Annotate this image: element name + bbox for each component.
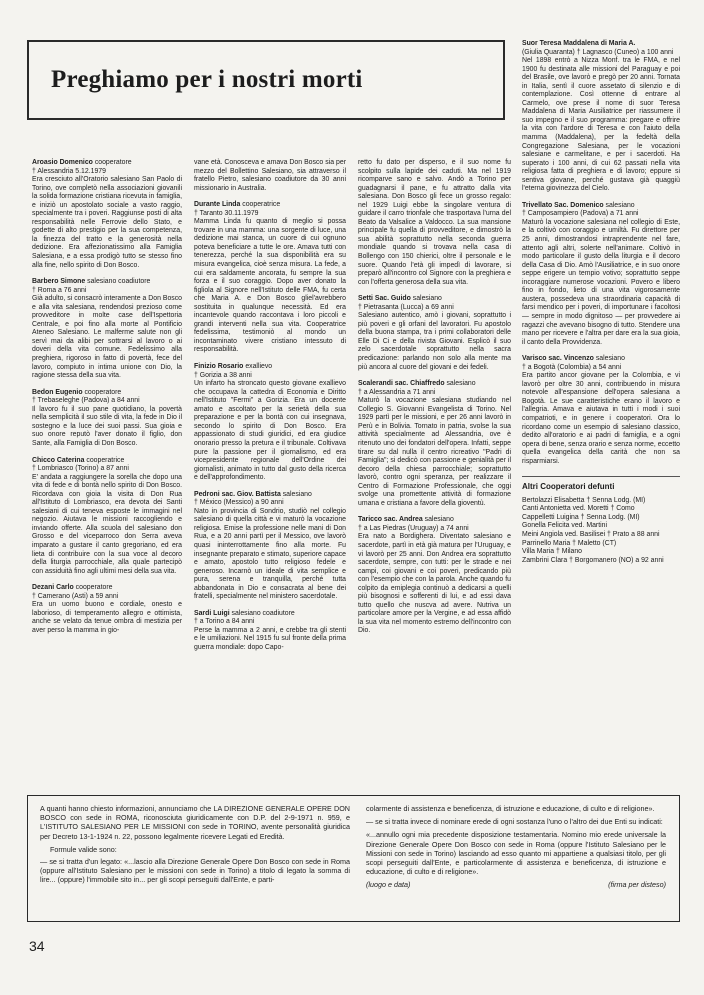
obituary-name: Setti Sac. Guido xyxy=(358,295,411,303)
obituary-name: Scalerandi sac. Chiaffredo xyxy=(358,380,445,388)
obituary-place: † Camposampiero (Padova) a 71 anni xyxy=(522,210,639,218)
obituary-name: Bedon Eugenio xyxy=(32,388,83,396)
obituary-name: Dezani Carlo xyxy=(32,584,74,592)
notice-legato-cont: colarmente di assistenza e beneficenza, di istruzione e educazione, di culto e di religione». xyxy=(366,804,655,813)
obituary-role: salesiano xyxy=(595,355,625,363)
obituary-role: cooperatore xyxy=(94,159,132,166)
obituary-role: salesiano xyxy=(446,380,476,388)
others-list xyxy=(522,497,680,565)
obituary-text: Il lavoro fu il suo pane quotidiano, la povertà nella semplicità il suo stile di vita, la fede in Dio il sostegno e la luce dei suoi passi. Sua gioia e suo onore reputò l'aver donato il figlio, don Sante, alla Famiglia di Don Bosco. xyxy=(32,405,182,447)
other-deceased-item: Zambrini Clara † Borgomanero (NO) a 92 anni xyxy=(522,556,664,564)
notice-intro: A quanti hanno chiesto informazioni, annunciamo che LA DIREZIONE GENERALE OPERE DON BOSCO con sede in ROMA, riconosciuta giuridicamente con D.P. del 2-9-1971 n. 959, e L'ISTITUTO SALESIANO PER LE MISSIONI con sede in TORINO, avente personalità giuridica per Decreto 13-1-1924 n. 22, possono legalmente ricevere Legati ed Eredità. xyxy=(40,804,350,841)
obituary-text: Era nato a Bordighera. Diventato salesiano e sacerdote, partì in età già matura per l'Uruguay, e vi lavorò per 25 anni. Don Andrea era soprattutto sacerdote, sempre, con tutti: per le strade e nei campi, coi giovani e coi poveri, predicando più con l'esempio che con la parola. Anche quando fu colpito da emiplegia continuò a dedicarsi a quelli più bisognosi e sofferenti di lui, e ad essi dava tutto quello che nuscva ad avere. Nutriva un particolare amore per la Vergine, e ad essa affidò la sua vita nel momento estremo dell'incontro con Dio. xyxy=(358,533,511,635)
obituary-name: Durante Linda xyxy=(194,201,241,209)
obituary-role: salesiano xyxy=(282,490,312,498)
obituary-name: Pedroni sac. Giov. Battista xyxy=(194,490,281,498)
obituary-text: Era partito ancor giovane per la Colombia, e vi lavorò per oltre 30 anni, contribuendo in misura notevole all'espansione dell'opera salesiana a Bogotà. Le sue caratteristiche erano il lavoro e l'allegria. Amava e aiutava in tutti i modi i suoi compatrioti, e in genere i cooperatori. Ora lo ricordano come un esempio di salesiano classico, dedito all'oratorio e ai padri di famiglia, e a ogni opera di bene, senza orario e senza norme, eccetto quella evangelica della carità che non sa risparmiarsi. xyxy=(522,372,680,465)
obituary-text: Maturò la vocazione salesiana studiando nel Collegio S. Giovanni Evangelista di Torino. Nel 1929 partì per le missioni, e per 26 anni lavorò in Perù e in Bolivia. Tornato in patria, svolse la sua attività specialmente ad Alessandria, ove è ritenuto uno dei fondatori dell'opera. Infatti, seppe tirare su dal nulla il centro ricreativo "Padri di Famiglia"; si dedicò con passione e genialità per il decoro della chiesa parrocchiale; soprattutto lavorò, contro ogni speranza, per realizzare il Centro di Formazione Professionale, che oggi svolge una promettente attività di formazione umana e cristiana a favore della gioventù. xyxy=(358,397,511,507)
obituary-heading xyxy=(194,363,346,372)
notice-right xyxy=(366,804,666,894)
notice-legato: — se si tratta d'un legato: «...lascio alla Direzione Generale Opere Don Bosco con sede in Roma (oppure all'Istituto Salesiano per le missioni con sede in Torino) a titolo di legato la somma di lire... (oppure) l'immobile sito in... per gli scopi perseguiti dall'Ente, e parti- xyxy=(40,857,350,885)
obituary-entry xyxy=(32,159,182,270)
obituary-text: retto fu dato per disperso, e il suo nome fu scolpito sulla lapide dei caduti. Ma nel 1919 ricomparve sano e salvo. Andò a Torino per guadagnarsi il pane, e fu attratto dalla vita salesiana. Don Bosco gli fece un grosso regalo: nel 1929 Luigi ebbe la singolare ventura di guidare il carro trionfale che trasportava l'urna del Beato da Valsalice a Valdocco. La sua mansione principale fu quella di provveditore, e dimostrò la sua abilità soprattutto nella seconda guerra mondiale quando si trovava nella casa di Bollengo con 150 chierici, oltre il personale e le suore. Quando l'età gli impedì di lavorare, si preparò all'incontro col Signore con la preghiera e con l'offerta generosa della sua vita. xyxy=(358,159,511,286)
obituary-role: salesiano xyxy=(412,295,442,303)
column-2 xyxy=(194,159,346,661)
obituary-role: cooperatore xyxy=(75,584,113,592)
obituary-heading xyxy=(32,584,182,593)
obituary-text: Era cresciuto all'Oratorio salesiano San Paolo di Torino, ove completò nella associazioni giovanili la solida formazione cristiana ricevuta in famiglia, e iniziò un apostolato sociale a vasto raggio, specialmente tra i poveri. Raggiunse posti di alta responsabilità nelle Ferrovie dello Stato, e godette di alto prestigio per la sua competenza, la finezza del tratto e la generosità nella dedizione. Era affezionatissimo alla Famiglia Salesiana, e a essa prodigò tutto se stesso fino alla fine, nello spirito di Don Bosco. xyxy=(32,176,182,269)
obituary-role: salesiano coadiutore xyxy=(87,278,151,286)
obituary-name: Varisco sac. Vincenzo xyxy=(522,355,594,363)
obituary-name: Aroasio Domenico xyxy=(32,159,93,166)
notice-luogo: (luogo e data) xyxy=(366,880,411,890)
obituary-place: † Gorizia a 38 anni xyxy=(194,371,252,379)
legacy-notice-box xyxy=(27,795,680,922)
obituary-heading xyxy=(32,389,182,398)
other-deceased-item: Gonella Felicita ved. Martini xyxy=(522,522,608,530)
other-deceased-item: Bertolazzi Elisabetta † Senna Lodg. (MI) xyxy=(522,496,646,504)
obituary-heading xyxy=(358,516,511,525)
obituary-place: † Roma a 76 anni xyxy=(32,286,87,294)
obituary-entry xyxy=(32,457,182,577)
column-4-entries xyxy=(522,40,680,466)
notice-signature-line xyxy=(366,880,666,889)
other-deceased-item: Parrinello Maria † Maletto (CT) xyxy=(522,539,617,547)
notice-testamento: «...annullo ogni mia precedente disposizione testamentaria. Nomino mio erede universale la Direzione Generale Opere Don Bosco con sede in Roma (oppure l'Istituto Salesiano per le Missioni con sede in Torino) lasciando ad esso quanto mi appartiene a qualsiasi titolo, per gli scopi perseguiti dall'Ente, e particolarmente di assistenza e beneficenza, di istruzione e educazione, di culto e di religione». xyxy=(366,830,666,877)
obituary-text: Nato in provincia di Sondrio, studiò nel collegio salesiano di quella città e vi maturò la vocazione religiosa. Emise la professione nelle mani di Don Rua, e a 20 anni partì per il Messico, ove lavorò quasi ininterrottamente fino alla morte. Fu insegnante preparato e stimato, superiore capace e amato, apostolo tutto religioso fedele e generoso. Incarnò un ideale di vita semplice e pura, serena e tranquilla, perché tutta abbandonata in Dio e consacrata al bene dei fratelli, specialmente nel ministero sacerdotale. xyxy=(194,507,346,601)
obituary-heading xyxy=(194,491,346,500)
obituary-text: Maturò la vocazione salesiana nel collegio di Este, e la coltivò con coraggio e umiltà. Fu direttore per 25 anni, dimostrandosi intraprendente nel fare, attento agli altri, solerte nell'animare. Coltivò in modo particolare il gusto della liturgia e il decoro della Casa di Dio. Amò l'Ausiliatrice, e in suo onore seppe erigere un tempio votivo; soprattutto seppe incoraggiare numerose vocazioni. Povero e libero fino in fondo, lieto di una vita vigorosamente austera, possedeva una straordinaria capacità di farsi mendico per i poveri, di importunare i facoltosi — sempre in modo dignitoso — per provvedere ai ragazzi che avevano bisogno di tutto. Stendere una mano per ricevere e l'altra per dare era la sua gioia, il canto della Provvidenza. xyxy=(522,218,680,346)
obituary-text: Perse la mamma a 2 anni, e crebbe tra gli stenti e le umiliazioni. Nel 1915 fu sul fronte della prima guerra mondiale: dopo Capo- xyxy=(194,626,346,651)
obituary-role: exallievo xyxy=(245,363,273,371)
obituary-name: Trivellato Sac. Domenico xyxy=(522,201,604,209)
column-1 xyxy=(32,159,182,643)
obituary-name: Barbero Simone xyxy=(32,278,86,286)
obituary-text: Un infarto ha stroncato questo giovane exallievo che occupava la cattedra di Economia e Diritto nell'Istituto "Fermi" a Gorizia. Era un docente amato e ascoltato per la serietà della sua preparazione e per la bontà con cui insegnava, secondo lo spirito di Don Bosco. Era appassionato di studi giuridici, ed era giudice onorario presso la pretura e il tribunale. Coltivava pure la passione per il giornalismo, ed era vicepresidente regionale dell'Ordine dei giornalisti, animato in tutto dal gusto della ricerca e dell'approfondimento. xyxy=(194,380,346,482)
obituary-text: Mamma Linda fu quanto di meglio si possa trovare in una mamma: una sorgente di luce, una dedizione mai stanca, un cuore di cui ognuno poteva beneficiare a tutte le ore. Amava tutti con tenerezza, perché la sua disponibilità era su misura evangelica, cioè senza misura. La fede, a cui era saldamente ancorata, fu sempre la sua forza e il suo coraggio. Dopo aver donato la figliola al Signore nell'Istituto delle FMA, fu certa che Maria A. e Don Bosco gliel'avrebbero sostituita in qualunque necessità. Ed era incantevole quando raccontava i loro piccoli e grandi interventi nella sua vita. Cooperatrice fedelissima, testimoniò al mondo un incontaminato vivere cristiano intessuto di responsabilità. xyxy=(194,218,346,354)
others-title: Altri Cooperatori defunti xyxy=(522,482,615,492)
obituary-place: † a Alessandria a 71 anni xyxy=(358,388,436,396)
notice-formule: Formule valide sono: xyxy=(50,844,117,854)
obituary-name: Taricco sac. Andrea xyxy=(358,516,423,524)
obituary-text: Nel 1898 entrò a Nizza Monf. tra le FMA, e nel 1900 fu destinata alle missioni del Paraguay e poi del Brasile, ove lavorò e pregò per 20 anni. Tornata in Italia, sentì il cuore assetato di silenzio e di contemplazione. Così ottenne di entrare al Carmelo, ove prese il nome di suor Teresa Maddalena di Maria Ausiliatrice per riassumere il suo impegno e il suo programma: pregare e offrire la vita con l'ardore di Teresa e con l'aiuto della mamma (Maddalena), per la fedeltà della Congregazione Salesiana, per le vocazioni salesiane e carmelitane, e per i sacerdoti. Ha superato i 100 anni, di cui 62 passati nella vita religiosa fatta di preghiera e di lavoro; eppure si sentiva giovane, perché gustava già quaggiù l'eterna giovinezza del Cielo. xyxy=(522,57,680,193)
obituary-heading xyxy=(358,295,511,304)
obituary-heading xyxy=(32,278,182,287)
page-title: Preghiamo per i nostri morti xyxy=(51,66,363,93)
column-4 xyxy=(522,40,680,565)
obituary-entry xyxy=(32,278,182,381)
obituary-entry xyxy=(358,516,511,636)
obituary-place: † Pietrasanta (Lucca) a 69 anni xyxy=(358,303,454,311)
obituary-heading xyxy=(194,610,346,619)
obituary-text: vane età. Conosceva e amava Don Bosco sia per mezzo del Bollettino Salesiano, sia attraverso il fratello Pietro, salesiano coadiutore da 30 anni missionario in Australia. xyxy=(194,159,346,192)
obituary-role: salesiano coadiutore xyxy=(231,609,295,617)
obituary-name: Suor Teresa Maddalena di Maria A. xyxy=(522,40,636,47)
obituary-heading xyxy=(522,40,680,49)
obituary-entry xyxy=(358,159,511,287)
obituary-name: Finizio Rosario xyxy=(194,363,244,371)
obituary-heading xyxy=(522,202,680,211)
notice-left xyxy=(40,804,350,889)
notice-erede: — se si tratta invece di nominare erede di ogni sostanza l'uno o l'altro dei due Enti su indicati: xyxy=(366,817,663,827)
obituary-entry xyxy=(32,584,182,635)
obituary-name: Chicco Caterina xyxy=(32,456,85,464)
obituary-place: † Alessandria 5.12.1979 xyxy=(32,167,106,175)
obituary-place: † México (Messico) a 90 anni xyxy=(194,499,284,507)
column-3 xyxy=(358,159,511,644)
obituary-heading xyxy=(32,457,182,466)
obituary-heading xyxy=(522,355,680,364)
obituary-place: † Lombriasco (Torino) a 87 anni xyxy=(32,465,129,473)
obituary-text: Era un uomo buono e cordiale, onesto e laborioso, di temperamento allegro e ottimista, anche se velato da tenue ombra di mestizia per aver perso la mamma in gio- xyxy=(32,601,182,634)
obituary-heading xyxy=(358,380,511,389)
obituary-role: salesiano xyxy=(424,516,454,524)
obituary-entry xyxy=(32,389,182,449)
obituary-text: E' andata a raggiungere la sorella che dopo una vita di fede e di bontà nello spirito di Don Bosco. Ricordava con gioia la visita di Don Rua all'Istituto di Lombriasco, era devota dei Santi salesiani di cui teneva esposte le immagini nel negozio. Aiutava le missioni raccogliendo e inviando offerte. Alla scuola del salesiano don Grosso e del viceparroco don Serra aveva imparato a gustare il canto gregoriano, ed era lieta di contribuire con la sua voce al decoro della liturgia parrocchiale, alla quale partecipò con assiduità fino agli ultimi mesi della sua vita. xyxy=(32,473,182,575)
obituary-place: † a Bogotà (Colombia) a 54 anni xyxy=(522,363,622,371)
obituary-text: Salesiano autentico, amò i giovani, soprattutto i più poveri e gli orfani del lavoratori. Fu apostolo della buona stampa, tra i primi collaboratori delle Elle Di Ci e della rivista Giovani. Esplicò il suo zelo sacerdotale soprattutto nella sacra predicazione: parlando non solo alla mente ma più ancora al cuore del giovani e dei fedeli. xyxy=(358,312,511,371)
obituary-place: † a Torino a 84 anni xyxy=(194,618,255,626)
obituary-entry xyxy=(522,355,680,466)
page-number: 34 xyxy=(29,938,45,954)
other-deceased-item: Canti Antonietta ved. Moretti † Como xyxy=(522,505,635,513)
obituary-entry xyxy=(522,202,680,347)
divider xyxy=(522,476,680,477)
obituary-entry xyxy=(358,380,511,508)
obituary-role: cooperatrice xyxy=(86,456,125,464)
obituary-entry xyxy=(194,610,346,653)
title-box xyxy=(27,40,505,120)
obituary-text: Già adulto, si consacrò interamente a Don Bosco e alla vita salesiana, rendendosi prezioso come provveditore in molte case dell'Ispettoria Centrale, e poi fino alla morte al Pontificio Ateneo Salesiano. Le malferme salute non gli servì mai da alibi per sottrarsi al lavoro o ai doveri della vita comune. Fedelissimo alla preghiera, rigoroso in fatto di povertà, fece del lavoro, compiuto in intima unione con Dio, la ragione stessa della sua vita. xyxy=(32,295,182,380)
obituary-place: † Camerano (Asti) a 59 anni xyxy=(32,592,119,600)
obituary-entry xyxy=(194,491,346,602)
obituary-place: † Trebaseleghe (Padova) a 84 anni xyxy=(32,397,140,405)
obituary-entry xyxy=(194,363,346,483)
obituary-role: salesiano xyxy=(605,201,635,209)
obituary-entry xyxy=(194,201,346,355)
obituary-role: cooperatore xyxy=(84,388,122,396)
other-deceased-item: Cappelletti Luigina † Senna Lodg. (MI) xyxy=(522,513,640,521)
obituary-entry xyxy=(358,295,511,372)
obituary-heading xyxy=(194,201,346,210)
other-deceased-item: Villa Maria † Milano xyxy=(522,548,583,556)
obituary-entry xyxy=(194,159,346,193)
obituary-entry xyxy=(522,40,680,194)
obituary-place: † Taranto 30.11.1979 xyxy=(194,209,259,217)
obituary-place: (Giulia Quaranta) † Lagnasco (Cuneo) a 100 anni xyxy=(522,48,674,56)
notice-firma: (firma per disteso) xyxy=(608,880,666,890)
obituary-role: cooperatrice xyxy=(242,201,281,209)
obituary-heading xyxy=(32,159,182,168)
obituary-place: † a Las Piedras (Uruguay) a 74 anni xyxy=(358,524,469,532)
obituary-name: Sardi Luigi xyxy=(194,609,230,617)
other-deceased-item: Meini Angiola ved. Basilisei † Prato a 88 anni xyxy=(522,530,660,538)
